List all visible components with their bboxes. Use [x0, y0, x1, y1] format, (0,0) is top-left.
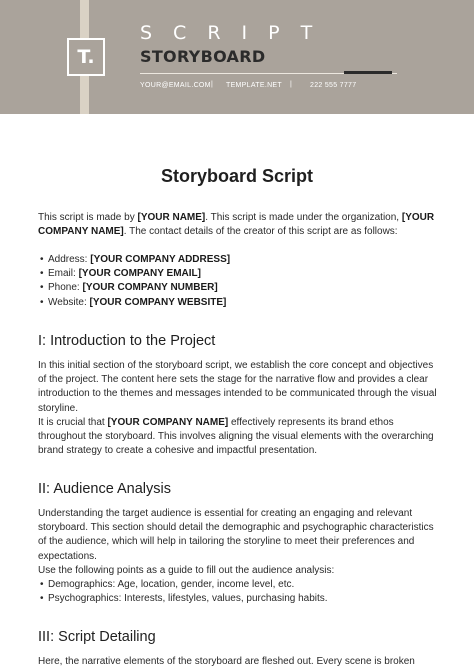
list-item-value: [YOUR COMPANY EMAIL] [78, 268, 201, 280]
list-item-label: Phone: [48, 282, 83, 294]
document-title: Storyboard Script [160, 166, 314, 186]
list-item [38, 296, 230, 310]
section-heading-script-detailing: III: Script Detailing [38, 629, 156, 645]
list-item-value: [YOUR COMPANY ADDRESS] [90, 254, 231, 265]
intro-text: . This script is made under the organization, [205, 212, 402, 223]
list-item-label: Email: [48, 268, 79, 280]
section1-paragraph: In this initial section of the storyboard script, we establish the core concept and objectives of the project. The content here sets the stage for the narrative flow and provides a clear introduction to the themes and messages intended to be communicated through the visual storyline. [38, 360, 437, 414]
company-name-placeholder: [YOUR COMPANY NAME] [38, 212, 435, 238]
banner-separator: | [290, 81, 292, 88]
intro-text: . The contact details of the creator of this script are as follows: [123, 226, 398, 238]
list-item [38, 267, 230, 281]
intro-text: This script is made by [38, 212, 138, 223]
list-item-text: Demographics: Age, location, gender, income level, etc. [48, 579, 295, 590]
section2-guide-paragraph: Use the following points as a guide to fill out the audience analysis: [38, 565, 335, 576]
banner-storyboard-word: STORYBOARD [140, 47, 266, 66]
banner-phone: 222 555 7777 [310, 82, 357, 89]
audience-list [38, 578, 328, 606]
section2-paragraph: Understanding the target audience is essential for creating an engaging and relevant storyboard. This section should detail the demographic and psychographic characteristics of the audience, which will help in tailoring the storyline to meet their preferences and expectations. [38, 508, 434, 562]
banner-email: YOUR@EMAIL.COM [140, 82, 211, 89]
section1-brand-paragraph [38, 416, 442, 459]
paragraph-text: effectively represents its brand ethos throughout the storyboard. This involves aligning the visual elements with the overarching brand strategy to create a cohesive and impactful presentation. [38, 417, 434, 457]
contact-list [38, 253, 230, 310]
intro-paragraph [38, 211, 442, 239]
list-item-value: [YOUR COMPANY NUMBER] [82, 282, 218, 294]
section-heading-audience: II: Audience Analysis [38, 481, 171, 497]
list-item-value: [YOUR COMPANY WEBSITE] [89, 296, 227, 308]
company-name-placeholder: [YOUR COMPANY NAME] [107, 417, 229, 428]
section3-paragraph: Here, the narrative elements of the storyboard are fleshed out. Every scene is broken [38, 656, 415, 667]
list-item [38, 253, 230, 267]
template-logo [67, 38, 105, 76]
section-heading-introduction: I: Introduction to the Project [38, 333, 216, 349]
creator-name-placeholder: [YOUR NAME] [137, 212, 206, 223]
list-item [38, 281, 230, 295]
banner-website: TEMPLATE.NET [226, 82, 282, 89]
list-item-text: Psychographics: Interests, lifestyles, values, purchasing habits. [48, 593, 328, 605]
logo-letter: T. [77, 45, 95, 68]
banner-rule-accent [344, 71, 392, 74]
banner-script-word: SCRIPT [140, 22, 334, 44]
paragraph-text: It is crucial that [38, 417, 108, 428]
list-item [38, 592, 328, 606]
banner-separator: | [211, 81, 213, 88]
list-item-label: Website: [48, 296, 90, 308]
list-item [38, 578, 328, 592]
list-item-label: Address: [48, 254, 91, 265]
header-banner [0, 0, 474, 114]
